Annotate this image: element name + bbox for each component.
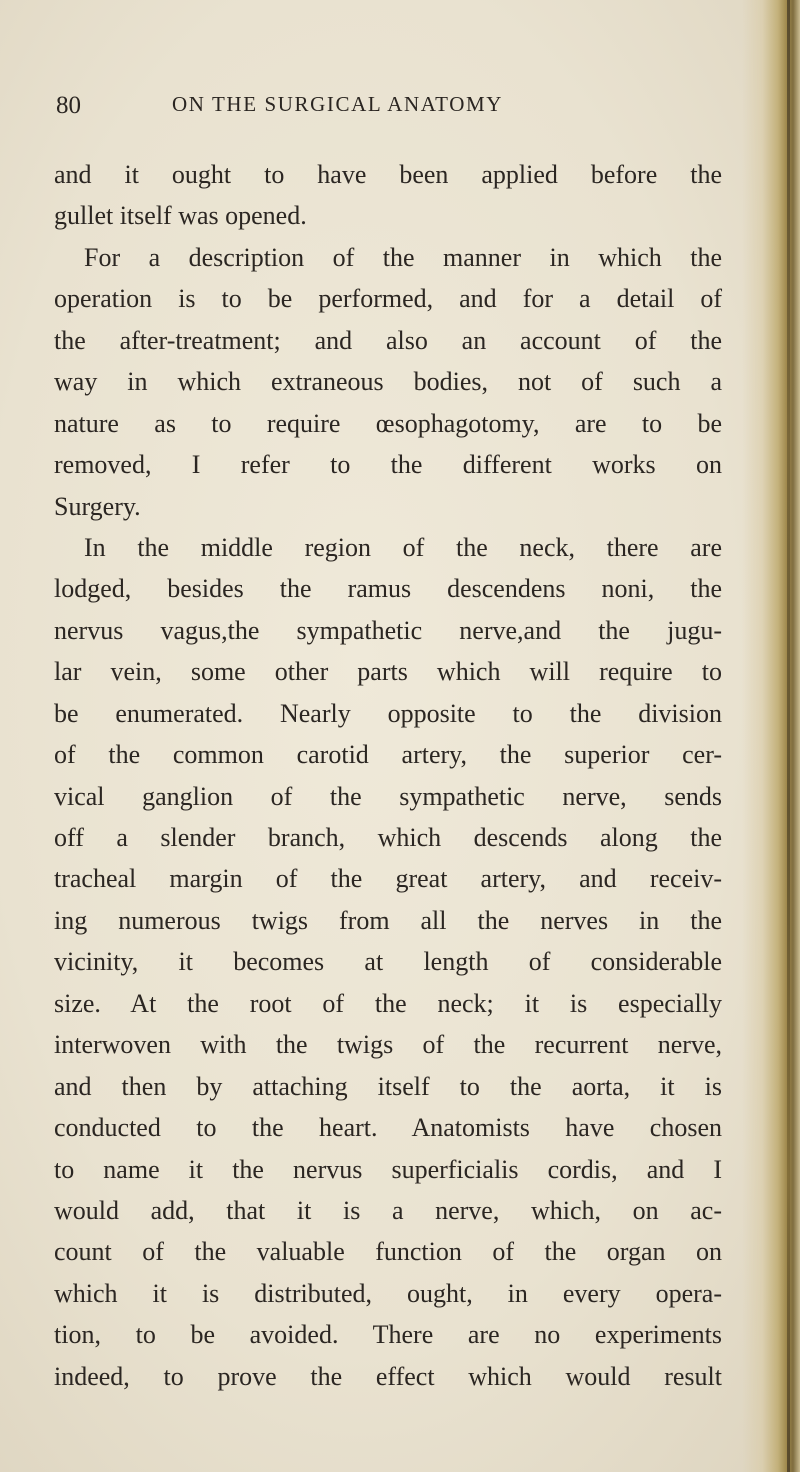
page-number: 80 (56, 92, 81, 119)
text-line: vicinity, it becomes at length of considerable (54, 947, 722, 977)
text-line: gullet itself was opened. (54, 201, 307, 231)
text-line: conducted to the heart. Anatomists have chosen (54, 1113, 722, 1143)
page-header (56, 90, 716, 130)
text-line: nature as to require œsophagotomy, are to be (54, 408, 722, 438)
text-line: vical ganglion of the sympathetic nerve, sends (54, 781, 722, 811)
text-line: way in which extraneous bodies, not of such a (54, 367, 722, 397)
page-edge-line (787, 0, 790, 1472)
text-line: to name it the nervus superficialis cordis, and I (54, 1154, 722, 1184)
text-line: removed, I refer to the different works on (54, 450, 722, 480)
text-line: Surgery. (54, 491, 141, 521)
text-line: lodged, besides the ramus descendens noni, the (54, 574, 722, 604)
text-line: off a slender branch, which descends along the (54, 823, 722, 852)
text-line: ing numerous twigs from all the nerves in the (54, 905, 722, 935)
text-line: nervus vagus,the sympathetic nerve,and the jugu- (54, 615, 722, 645)
text-line: would add, that it is a nerve, which, on ac- (54, 1195, 722, 1225)
body-text (54, 154, 722, 1397)
text-line: indeed, to prove the effect which would result (54, 1361, 722, 1391)
text-line: operation is to be performed, and for a detail of (54, 284, 722, 314)
text-line: interwoven with the twigs of the recurrent nerve, (54, 1030, 722, 1060)
text-line: which it is distributed, ought, in every opera- (54, 1278, 722, 1308)
running-head: ON THE SURGICAL ANATOMY (172, 92, 504, 116)
text-line: be enumerated. Nearly opposite to the division (54, 698, 722, 728)
text-line: tracheal margin of the great artery, and receiv- (54, 864, 722, 894)
page-edge-shadow (742, 0, 800, 1472)
text-line: In the middle region of the neck, there are (84, 532, 722, 562)
text-line: and then by attaching itself to the aorta, it is (54, 1071, 722, 1101)
text-line: and it ought to have been applied before the (54, 160, 722, 189)
text-line: lar vein, some other parts which will require to (54, 657, 722, 687)
text-line: count of the valuable function of the organ on (54, 1237, 722, 1267)
text-line: For a description of the manner in which the (84, 242, 722, 272)
text-line: the after-treatment; and also an account of the (54, 325, 722, 355)
text-line: tion, to be avoided. There are no experiments (54, 1320, 722, 1350)
text-line: of the common carotid artery, the superior cer- (54, 740, 722, 770)
text-line: size. At the root of the neck; it is especially (54, 988, 722, 1018)
